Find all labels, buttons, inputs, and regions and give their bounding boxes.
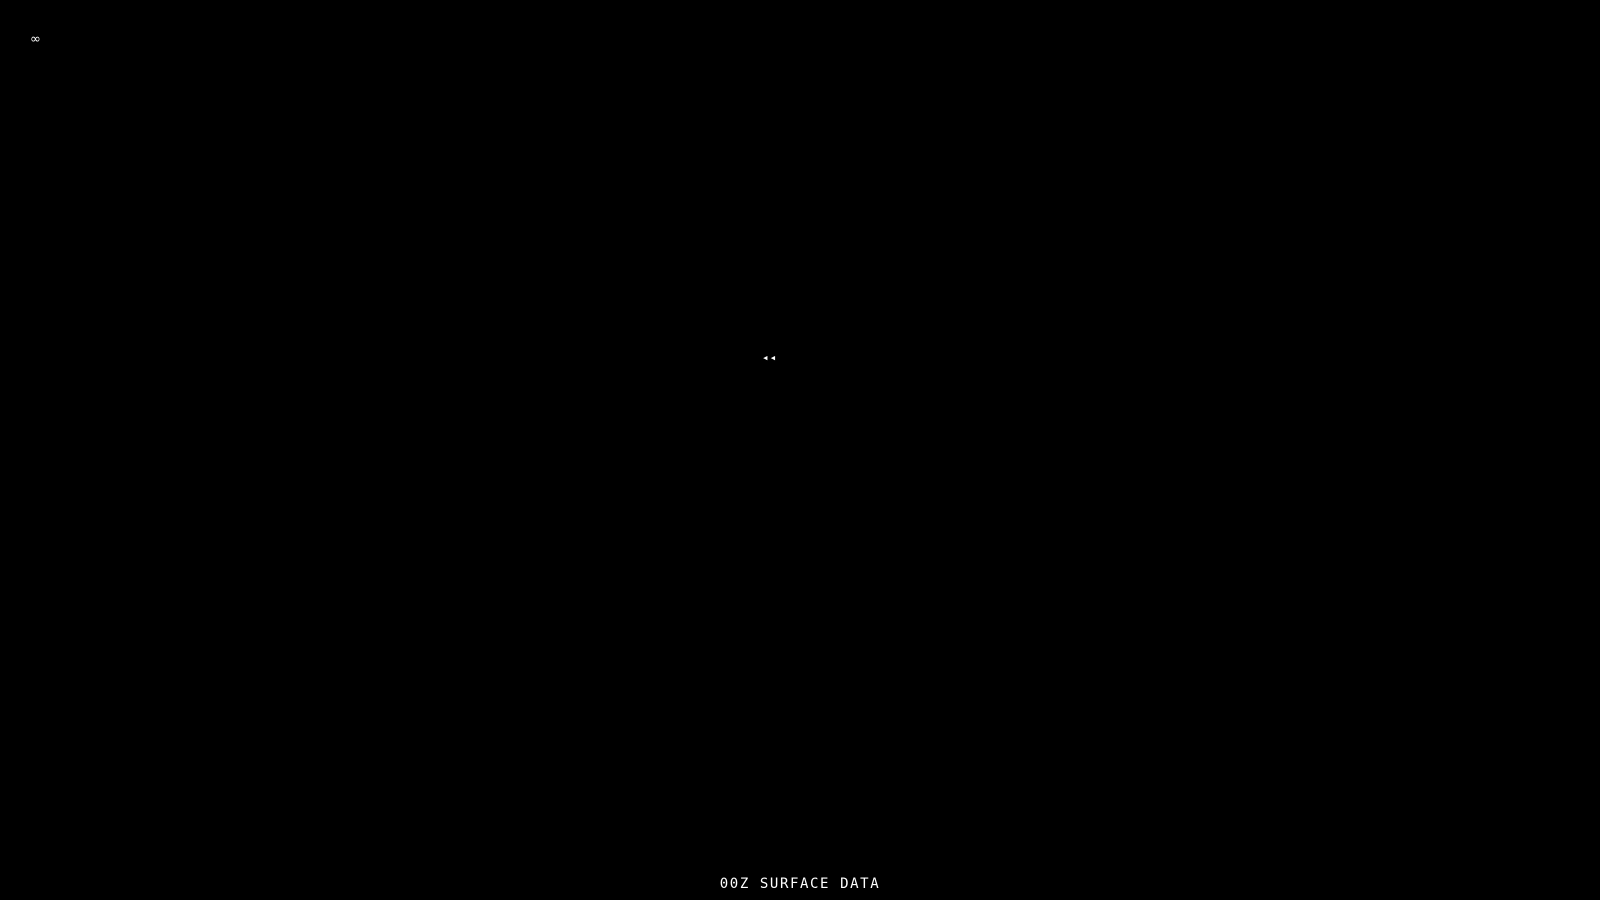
infinity-glyph: ∞ <box>30 32 41 47</box>
double-left-arrow-glyph: ◂◂ <box>762 351 778 364</box>
map-caption: 00Z SURFACE DATA <box>719 876 881 892</box>
